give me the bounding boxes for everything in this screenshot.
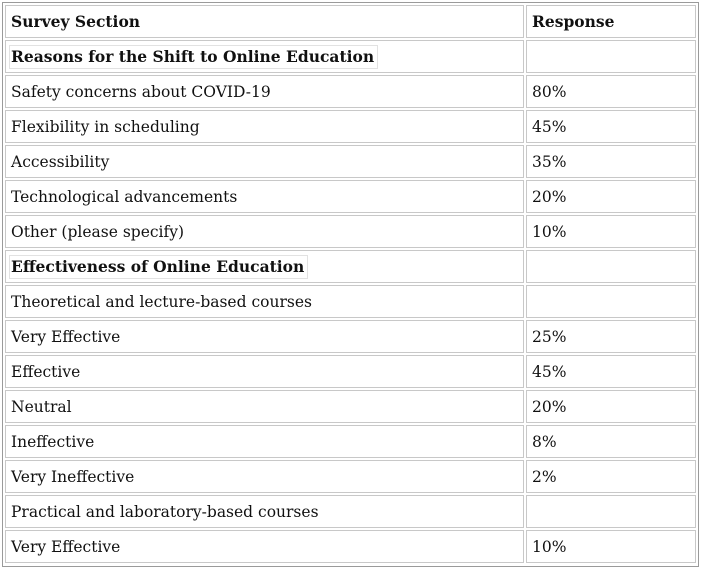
response-cell: 10%	[526, 215, 696, 248]
row-label: Other (please specify)	[5, 215, 524, 248]
survey-table	[3, 3, 698, 565]
section-label: Reasons for the Shift to Online Education	[9, 45, 378, 69]
survey-table-container	[2, 2, 699, 567]
row-label: Theoretical and lecture-based courses	[5, 285, 524, 318]
table-row	[5, 215, 696, 248]
table-row	[5, 145, 696, 178]
row-label: Effective	[5, 355, 524, 388]
response-cell: 80%	[526, 75, 696, 108]
section-row	[5, 40, 696, 73]
table-row	[5, 355, 696, 388]
response-cell: 35%	[526, 145, 696, 178]
response-cell: 10%	[526, 530, 696, 563]
table-row	[5, 530, 696, 563]
row-label: Accessibility	[5, 145, 524, 178]
row-label: Safety concerns about COVID-19	[5, 75, 524, 108]
response-cell: 20%	[526, 390, 696, 423]
section-label: Effectiveness of Online Education	[9, 255, 308, 279]
row-label: Very Effective	[5, 320, 524, 353]
header-row	[5, 5, 696, 38]
section-row	[5, 250, 696, 283]
table-row	[5, 495, 696, 528]
table-row	[5, 285, 696, 318]
header-survey-section: Survey Section	[5, 5, 524, 38]
response-cell	[526, 285, 696, 318]
table-row	[5, 320, 696, 353]
row-label: Technological advancements	[5, 180, 524, 213]
table-row	[5, 75, 696, 108]
response-cell	[526, 40, 696, 73]
table-row	[5, 110, 696, 143]
table-row	[5, 390, 696, 423]
row-label: Practical and laboratory-based courses	[5, 495, 524, 528]
row-label: Very Ineffective	[5, 460, 524, 493]
response-cell	[526, 250, 696, 283]
response-cell: 8%	[526, 425, 696, 458]
header-response: Response	[526, 5, 696, 38]
row-label: Flexibility in scheduling	[5, 110, 524, 143]
table-row	[5, 180, 696, 213]
row-label: Very Effective	[5, 530, 524, 563]
table-row	[5, 425, 696, 458]
section-label-cell	[5, 40, 524, 73]
section-label-cell	[5, 250, 524, 283]
response-cell: 2%	[526, 460, 696, 493]
row-label: Neutral	[5, 390, 524, 423]
response-cell: 45%	[526, 355, 696, 388]
row-label: Ineffective	[5, 425, 524, 458]
table-row	[5, 460, 696, 493]
response-cell: 25%	[526, 320, 696, 353]
response-cell: 20%	[526, 180, 696, 213]
response-cell	[526, 495, 696, 528]
response-cell: 45%	[526, 110, 696, 143]
